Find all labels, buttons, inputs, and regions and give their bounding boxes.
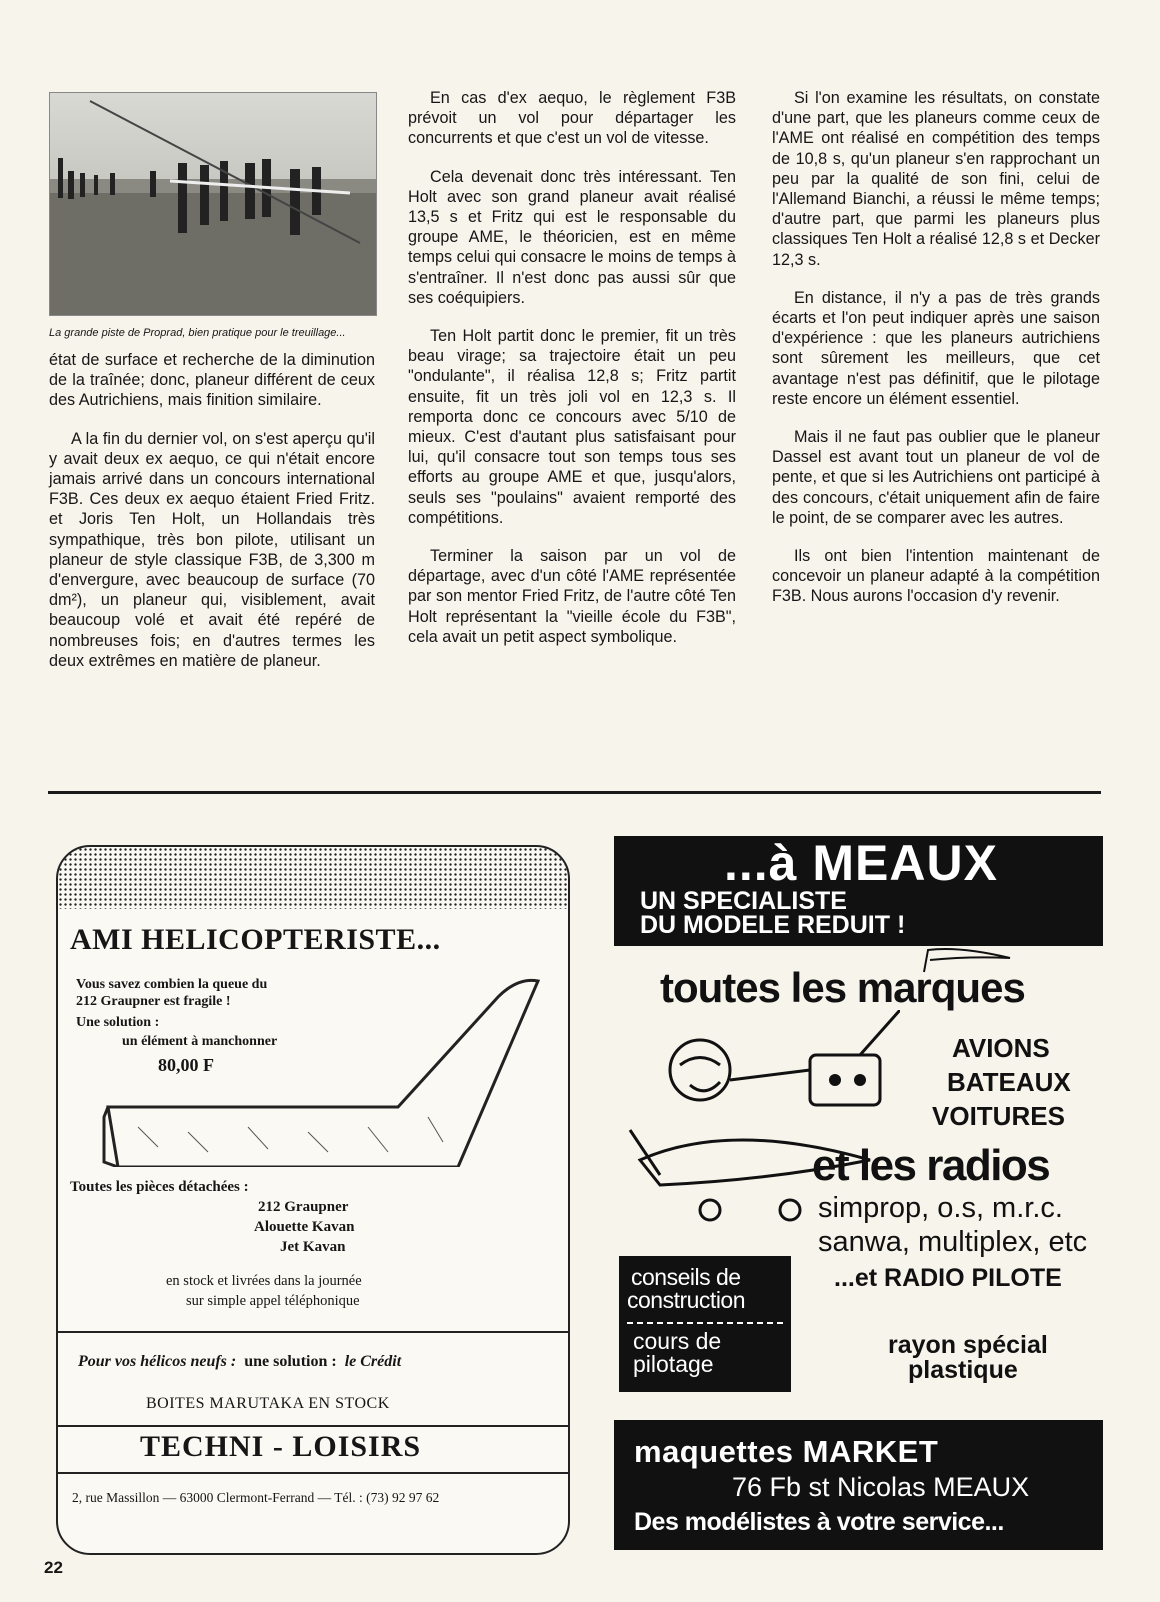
- pennant-icon: [920, 944, 1020, 974]
- ad-radios: et les radios: [812, 1141, 1050, 1190]
- ad-meaux-title: ...à MEAUX: [724, 835, 998, 891]
- ad-solution: Une solution :: [76, 1015, 160, 1030]
- article-column-2: [408, 88, 736, 665]
- ad-meaux-sub-2: DU MODELE REDUIT !: [640, 911, 906, 939]
- ad-element: un élément à manchonner: [122, 1034, 278, 1049]
- box-divider: [627, 1322, 783, 1324]
- ad-rayon-1: rayon spécial: [888, 1331, 1048, 1359]
- paragraph: Ten Holt partit donc le premier, fit un très beau virage; sa trajectoire était un peu "ondulante", il réalisa 12,8 s; Fritz partit ensuite, fit un très joli vol en 12,3 s. Il remporta donc ce concours avec 5/10 de mieux. C'est d'autant plus satisfaisant pour lui, qu'il consacre tout son temps tous ses efforts au groupe AME et que, jusqu'alors, seuls ses "poulains" avaient remporté des compétitions.: [408, 327, 736, 527]
- box-line: conseils de: [631, 1264, 741, 1290]
- article-column-1: [49, 350, 375, 689]
- credit-part-c: le Crédit: [344, 1353, 402, 1370]
- credit-part-b: une solution :: [244, 1353, 337, 1370]
- ad-brand: TECHNI - LOISIRS: [140, 1430, 422, 1463]
- ad-divider: [58, 1472, 568, 1474]
- ad-divider: [58, 1425, 568, 1427]
- box-line: construction: [627, 1287, 746, 1313]
- ad-box-services: [619, 1256, 791, 1392]
- paragraph: Cela devenait donc très intéressant. Ten Holt avec son grand planeur avait réalisé 13,5 s et Fritz qui est le responsable du groupe AME, le théoricien, est en même temps celui qui consacre le moins de temps à s'entraîner. Il n'est donc pas aussi sûr que ses coéquipiers.: [408, 167, 736, 307]
- shop-name: maquettes MARKET: [634, 1434, 939, 1469]
- ad-stock-line-1: en stock et livrées dans la journée: [166, 1273, 362, 1289]
- ad-cat-voitures: VOITURES: [932, 1101, 1065, 1131]
- ad-model-3: Jet Kavan: [280, 1239, 346, 1255]
- credit-part-a: Pour vos hélicos neufs :: [78, 1353, 237, 1370]
- ad-stock-line-2: sur simple appel téléphonique: [186, 1293, 360, 1309]
- page-number: 22: [44, 1558, 63, 1577]
- ad-rayon-2: plastique: [908, 1356, 1018, 1384]
- box-line: cours de: [633, 1328, 722, 1354]
- ad-model-2: Alouette Kavan: [254, 1219, 355, 1235]
- ad-brands-1: simprop, o.s, m.r.c.: [818, 1192, 1063, 1224]
- ad-headline: AMI HELICOPTERISTE...: [70, 923, 441, 956]
- article-column-3: [772, 88, 1100, 625]
- paragraph: Mais il ne faut pas oublier que le planeur Dassel est avant tout un planeur de vol de pente, et que si les Autrichiens ont participé à des concours, c'était uniquement afin de faire le point, de se comparer avec les autres.: [772, 428, 1100, 527]
- ad-meaux-sub-1: UN SPECIALISTE: [640, 887, 847, 915]
- paragraph: Si l'on examine les résultats, on constate d'une part, que les planeurs comme ceux de l'AME ont réalisé en compétition des temps de 10,8 s, qu'un planeur s'en rapprochant un peu par la qualité de son fini, celui de l'Allemand Bianchi, a réussi le même temps; d'autre part, que parmi les planeurs plus classiques Ten Holt a réalisé 12,8 s et Decker 12,3 s.: [772, 89, 1100, 269]
- photo-caption: La grande piste de Proprad, bien pratique pour le treuillage...: [49, 327, 346, 339]
- ad-address: 2, rue Massillon — 63000 Clermont-Ferrand — Tél. : (73) 92 97 62: [72, 1490, 440, 1505]
- ad-divider: [58, 1331, 568, 1333]
- paragraph: En cas d'ex aequo, le règlement F3B prévoit un vol pour départager les concurrents et que c'est un vol de vitesse.: [408, 89, 736, 148]
- paragraph: A la fin du dernier vol, on s'est aperçu qu'il y avait deux ex aequo, ce qui n'était encore jamais arrivé dans un concours international F3B. Ces deux ex aequo étaient Fried Fritz. et Joris Ten Holt, un Hollandais très sympathique, très bon pilote, utilisant un planeur de style classique F3B, de 3,300 m d'envergure, avec beaucoup de surface (70 dm²), un planeur qui, visiblement, avait beaucoup volé et avait été repéré de nombreuses fois; en d'autres termes les deux extrêmes en matière de planeur.: [49, 429, 375, 670]
- halftone-band: [58, 847, 568, 909]
- ad-intro-line-1: Vous savez combien la queue du: [76, 977, 268, 992]
- ad-pieces: Toutes les pièces détachées :: [70, 1179, 249, 1195]
- shop-address: 76 Fb st Nicolas MEAUX: [732, 1472, 1030, 1502]
- ad-boites: BOITES MARUTAKA EN STOCK: [146, 1395, 390, 1412]
- ad-techni-loisirs: [56, 845, 570, 1555]
- paragraph: En distance, il n'y a pas de très grands écarts et l'on peut indiquer après une saison d'expérience : que les planeurs autrichiens sont sûrement les meilleurs, que cet avantage n'est pas définitif, que le pilotage reste encore un élément essentiel.: [772, 288, 1100, 408]
- paragraph: Terminer la saison par un vol de départage, avec d'un côté l'AME représentée par son mentor Fried Fritz, de l'autre côté Ten Holt représentant la "vieille école du F3B", cela avait un petit aspect symbolique.: [408, 547, 736, 646]
- paragraph: état de surface et recherche de la diminution de la traînée; donc, planeur différent de ceux des Autrichiens, mais finition similaire.: [49, 351, 375, 410]
- ad-model-1: 212 Graupner: [258, 1199, 349, 1215]
- shop-tagline: Des modélistes à votre service...: [634, 1508, 1004, 1536]
- ad-cat-bateaux: BATEAUX: [947, 1067, 1071, 1097]
- ad-meaux-header: [614, 836, 1103, 946]
- ad-meaux-footer: [614, 1420, 1103, 1550]
- ad-brands-2: sanwa, multiplex, etc: [818, 1226, 1088, 1258]
- photo-glider-field: [49, 92, 377, 316]
- box-line: pilotage: [633, 1351, 714, 1377]
- tail-boom-illustration: [98, 967, 548, 1167]
- ad-brands-3: ...et RADIO PILOTE: [834, 1264, 1062, 1292]
- ad-intro-line-2: 212 Graupner est fragile !: [76, 994, 231, 1009]
- ad-price: 80,00 F: [158, 1055, 214, 1075]
- section-divider: [48, 791, 1101, 794]
- ad-cat-avions: AVIONS: [952, 1033, 1050, 1063]
- ad-credit: [78, 1353, 401, 1371]
- ad-marques: toutes les marques: [660, 964, 1025, 1011]
- paragraph: Ils ont bien l'intention maintenant de concevoir un planeur adapté à la compétition F3B. Nous aurons l'occasion d'y revenir.: [772, 547, 1100, 606]
